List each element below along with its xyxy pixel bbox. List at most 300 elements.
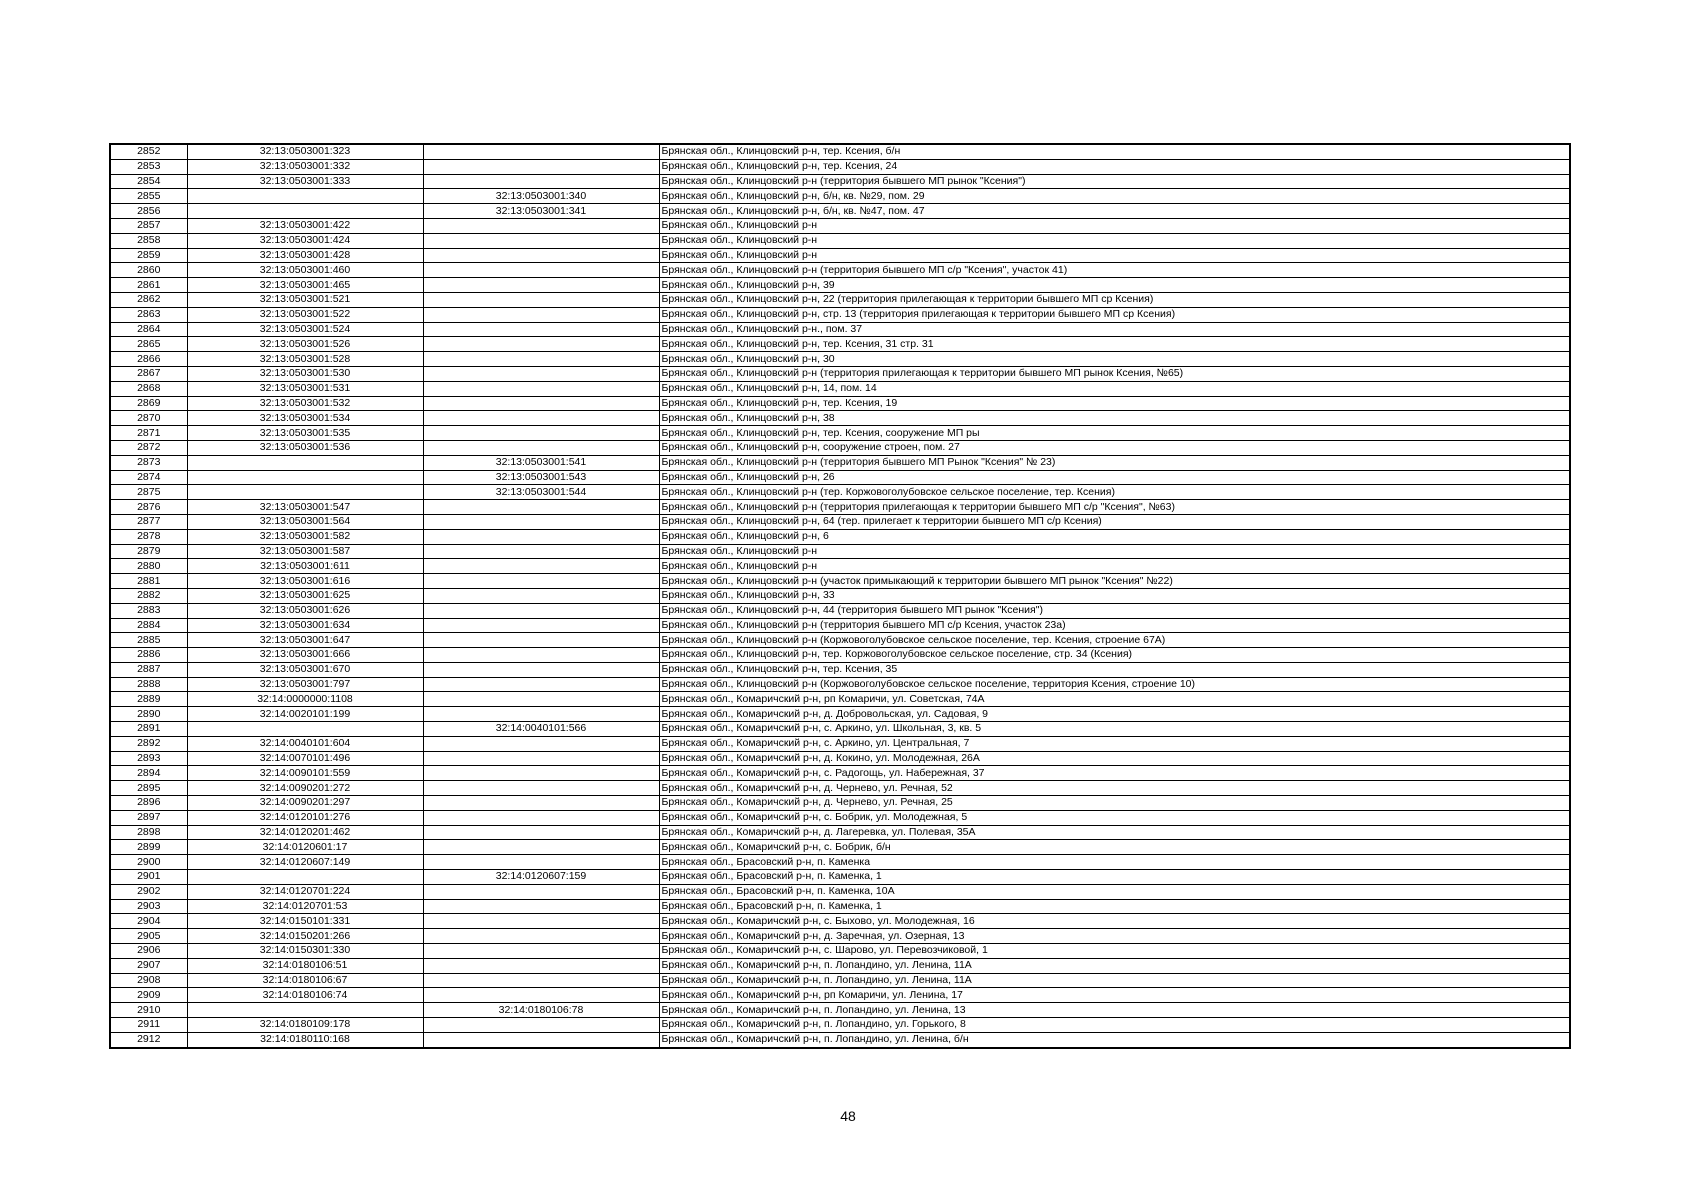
cadastral-number-cell: 32:14:0000000:1108 xyxy=(187,692,423,707)
cadastral-number-cell: 32:13:0503001:666 xyxy=(187,648,423,663)
row-number-cell: 2886 xyxy=(110,648,187,663)
table-row xyxy=(110,500,1570,515)
table-row xyxy=(110,307,1570,322)
address-cell: Брянская обл., Комаричский р-н, с. Радогощь, ул. Набережная, 37 xyxy=(659,766,1570,781)
cadastral-number-cell: 32:13:0503001:528 xyxy=(187,352,423,367)
table-row xyxy=(110,426,1570,441)
row-number-cell: 2861 xyxy=(110,278,187,293)
row-number-cell: 2877 xyxy=(110,514,187,529)
row-number-cell: 2884 xyxy=(110,618,187,633)
address-cell: Брянская обл., Клинцовский р-н, тер. Ксения, б/н xyxy=(659,144,1570,159)
cadastral-number-cell: 32:13:0503001:424 xyxy=(187,233,423,248)
cadastral-number-cell: 32:13:0503001:532 xyxy=(187,396,423,411)
cadastral-number-alt-cell xyxy=(423,736,659,751)
cadastral-number-cell xyxy=(187,722,423,737)
cadastral-number-cell: 32:13:0503001:465 xyxy=(187,278,423,293)
table-row xyxy=(110,366,1570,381)
cadastral-number-cell: 32:13:0503001:634 xyxy=(187,618,423,633)
table-row xyxy=(110,144,1570,159)
address-cell: Брянская обл., Комаричский р-н, с. Аркино, ул. Центральная, 7 xyxy=(659,736,1570,751)
cadastral-number-alt-cell xyxy=(423,514,659,529)
cadastral-number-alt-cell xyxy=(423,352,659,367)
address-cell: Брянская обл., Клинцовский р-н, 39 xyxy=(659,278,1570,293)
cadastral-number-cell: 32:14:0150301:330 xyxy=(187,944,423,959)
cadastral-number-cell: 32:14:0040101:604 xyxy=(187,736,423,751)
cadastral-number-alt-cell xyxy=(423,810,659,825)
row-number-cell: 2857 xyxy=(110,218,187,233)
table-row xyxy=(110,544,1570,559)
table-row xyxy=(110,929,1570,944)
address-cell: Брянская обл., Клинцовский р-н, тер. Ксения, сооружение МП ры xyxy=(659,426,1570,441)
table-row xyxy=(110,677,1570,692)
cadastral-number-alt-cell xyxy=(423,914,659,929)
cadastral-number-cell: 32:13:0503001:460 xyxy=(187,263,423,278)
cadastral-number-cell: 32:13:0503001:626 xyxy=(187,603,423,618)
cadastral-number-cell: 32:14:0120601:17 xyxy=(187,840,423,855)
cadastral-number-alt-cell xyxy=(423,278,659,293)
cadastral-number-cell: 32:13:0503001:547 xyxy=(187,500,423,515)
row-number-cell: 2906 xyxy=(110,944,187,959)
address-cell: Брянская обл., Клинцовский р-н xyxy=(659,218,1570,233)
row-number-cell: 2907 xyxy=(110,958,187,973)
cadastral-number-cell: 32:13:0503001:422 xyxy=(187,218,423,233)
table-row xyxy=(110,796,1570,811)
cadastral-number-alt-cell xyxy=(423,292,659,307)
cadastral-number-cell: 32:14:0020101:199 xyxy=(187,707,423,722)
cadastral-number-cell: 32:13:0503001:323 xyxy=(187,144,423,159)
address-cell: Брянская обл., Клинцовский р-н, тер. Ксения, 24 xyxy=(659,159,1570,174)
address-cell: Брянская обл., Комаричский р-н, с. Аркино, ул. Школьная, 3, кв. 5 xyxy=(659,722,1570,737)
row-number-cell: 2868 xyxy=(110,381,187,396)
cadastral-number-cell: 32:13:0503001:535 xyxy=(187,426,423,441)
cadastral-number-cell: 32:14:0120201:462 xyxy=(187,825,423,840)
cadastral-number-alt-cell xyxy=(423,500,659,515)
cadastral-number-cell: 32:13:0503001:616 xyxy=(187,574,423,589)
table-row xyxy=(110,233,1570,248)
address-cell: Брянская обл., Комаричский р-н, п. Лопандино, ул. Ленина, 13 xyxy=(659,1003,1570,1018)
cadastral-number-alt-cell xyxy=(423,574,659,589)
table-row xyxy=(110,692,1570,707)
address-cell: Брянская обл., Клинцовский р-н xyxy=(659,559,1570,574)
cadastral-number-alt-cell xyxy=(423,322,659,337)
table-row xyxy=(110,396,1570,411)
cadastral-number-alt-cell: 32:13:0503001:341 xyxy=(423,204,659,219)
address-cell: Брянская обл., Клинцовский р-н (территория бывшего МП рынок "Ксения") xyxy=(659,174,1570,189)
address-cell: Брянская обл., Клинцовский р-н, 22 (территория прилегающая к территории бывшего МП ср Ксения) xyxy=(659,292,1570,307)
row-number-cell: 2912 xyxy=(110,1032,187,1047)
cadastral-number-alt-cell xyxy=(423,1018,659,1033)
cadastral-number-alt-cell xyxy=(423,781,659,796)
cadastral-number-alt-cell xyxy=(423,944,659,959)
cadastral-number-cell xyxy=(187,485,423,500)
row-number-cell: 2866 xyxy=(110,352,187,367)
cadastral-number-cell: 32:13:0503001:524 xyxy=(187,322,423,337)
row-number-cell: 2891 xyxy=(110,722,187,737)
cadastral-number-alt-cell xyxy=(423,692,659,707)
cadastral-number-alt-cell: 32:13:0503001:544 xyxy=(423,485,659,500)
cadastral-number-alt-cell xyxy=(423,633,659,648)
address-cell: Брянская обл., Клинцовский р-н, 33 xyxy=(659,588,1570,603)
row-number-cell: 2875 xyxy=(110,485,187,500)
cadastral-number-alt-cell xyxy=(423,973,659,988)
address-cell: Брянская обл., Клинцовский р-н xyxy=(659,544,1570,559)
row-number-cell: 2865 xyxy=(110,337,187,352)
row-number-cell: 2858 xyxy=(110,233,187,248)
address-cell: Брянская обл., Клинцовский р-н (территория бывшего МП с/р Ксения, участок 23а) xyxy=(659,618,1570,633)
table-row xyxy=(110,204,1570,219)
cadastral-number-cell: 32:14:0090201:297 xyxy=(187,796,423,811)
cadastral-number-cell: 32:13:0503001:521 xyxy=(187,292,423,307)
cadastral-number-cell: 32:13:0503001:428 xyxy=(187,248,423,263)
address-cell: Брянская обл., Клинцовский р-н., пом. 37 xyxy=(659,322,1570,337)
table-row xyxy=(110,174,1570,189)
table-row xyxy=(110,263,1570,278)
row-number-cell: 2871 xyxy=(110,426,187,441)
cadastral-number-cell xyxy=(187,455,423,470)
table-row xyxy=(110,352,1570,367)
address-cell: Брянская обл., Комаричский р-н, д. Лагеревка, ул. Полевая, 35А xyxy=(659,825,1570,840)
row-number-cell: 2872 xyxy=(110,440,187,455)
address-cell: Брянская обл., Комаричский р-н, д. Чернево, ул. Речная, 25 xyxy=(659,796,1570,811)
row-number-cell: 2911 xyxy=(110,1018,187,1033)
row-number-cell: 2903 xyxy=(110,899,187,914)
address-cell: Брянская обл., Комаричский р-н, с. Бобрик, б/н xyxy=(659,840,1570,855)
address-cell: Брянская обл., Клинцовский р-н, б/н, кв. №29, пом. 29 xyxy=(659,189,1570,204)
row-number-cell: 2873 xyxy=(110,455,187,470)
address-cell: Брянская обл., Клинцовский р-н, тер. Ксения, 19 xyxy=(659,396,1570,411)
cadastral-number-alt-cell: 32:13:0503001:340 xyxy=(423,189,659,204)
table-row xyxy=(110,440,1570,455)
cadastral-number-cell: 32:14:0120101:276 xyxy=(187,810,423,825)
address-cell: Брянская обл., Комаричский р-н, д. Заречная, ул. Озерная, 13 xyxy=(659,929,1570,944)
row-number-cell: 2859 xyxy=(110,248,187,263)
table-row xyxy=(110,751,1570,766)
cadastral-number-cell: 32:13:0503001:625 xyxy=(187,588,423,603)
cadastral-number-alt-cell xyxy=(423,307,659,322)
table-row xyxy=(110,189,1570,204)
table-row xyxy=(110,292,1570,307)
table-row xyxy=(110,470,1570,485)
table-row xyxy=(110,322,1570,337)
cadastral-number-cell: 32:14:0180106:67 xyxy=(187,973,423,988)
table-row xyxy=(110,588,1570,603)
address-cell: Брянская обл., Брасовский р-н, п. Каменка, 1 xyxy=(659,870,1570,885)
row-number-cell: 2874 xyxy=(110,470,187,485)
row-number-cell: 2867 xyxy=(110,366,187,381)
row-number-cell: 2860 xyxy=(110,263,187,278)
address-cell: Брянская обл., Комаричский р-н, п. Лопандино, ул. Ленина, 11А xyxy=(659,958,1570,973)
address-cell: Брянская обл., Комаричский р-н, рп Комаричи, ул. Советская, 74А xyxy=(659,692,1570,707)
cadastral-number-cell: 32:14:0070101:496 xyxy=(187,751,423,766)
row-number-cell: 2855 xyxy=(110,189,187,204)
cadastral-number-alt-cell xyxy=(423,766,659,781)
cadastral-number-alt-cell xyxy=(423,988,659,1003)
cadastral-number-alt-cell xyxy=(423,366,659,381)
cadastral-number-alt-cell xyxy=(423,958,659,973)
address-cell: Брянская обл., Клинцовский р-н, стр. 13 (территория прилегающая к территории бывшего МП ср Ксения) xyxy=(659,307,1570,322)
table-row xyxy=(110,633,1570,648)
table-row xyxy=(110,529,1570,544)
table-row xyxy=(110,514,1570,529)
row-number-cell: 2883 xyxy=(110,603,187,618)
cadastral-number-cell: 32:13:0503001:531 xyxy=(187,381,423,396)
table-row xyxy=(110,855,1570,870)
address-cell: Брянская обл., Клинцовский р-н xyxy=(659,233,1570,248)
address-cell: Брянская обл., Комаричский р-н, п. Лопандино, ул. Ленина, б/н xyxy=(659,1032,1570,1047)
row-number-cell: 2894 xyxy=(110,766,187,781)
row-number-cell: 2900 xyxy=(110,855,187,870)
row-number-cell: 2888 xyxy=(110,677,187,692)
address-cell: Брянская обл., Клинцовский р-н, 30 xyxy=(659,352,1570,367)
address-cell: Брянская обл., Комаричский р-н, п. Лопандино, ул. Ленина, 11А xyxy=(659,973,1570,988)
cadastral-number-cell: 32:13:0503001:797 xyxy=(187,677,423,692)
row-number-cell: 2853 xyxy=(110,159,187,174)
address-cell: Брянская обл., Клинцовский р-н, 6 xyxy=(659,529,1570,544)
cadastral-number-alt-cell xyxy=(423,559,659,574)
cadastral-number-cell: 32:13:0503001:670 xyxy=(187,662,423,677)
row-number-cell: 2887 xyxy=(110,662,187,677)
row-number-cell: 2905 xyxy=(110,929,187,944)
cadastral-number-cell: 32:13:0503001:534 xyxy=(187,411,423,426)
address-cell: Брянская обл., Клинцовский р-н, 64 (тер. прилегает к территории бывшего МП с/р Ксения) xyxy=(659,514,1570,529)
cadastral-number-cell xyxy=(187,470,423,485)
table-row xyxy=(110,766,1570,781)
cadastral-number-alt-cell xyxy=(423,233,659,248)
cadastral-number-cell: 32:14:0150101:331 xyxy=(187,914,423,929)
cadastral-number-alt-cell xyxy=(423,825,659,840)
table-row xyxy=(110,559,1570,574)
registry-table xyxy=(109,143,1571,1049)
table-row xyxy=(110,840,1570,855)
cadastral-number-alt-cell xyxy=(423,884,659,899)
row-number-cell: 2862 xyxy=(110,292,187,307)
cadastral-number-alt-cell xyxy=(423,529,659,544)
cadastral-number-alt-cell xyxy=(423,159,659,174)
address-cell: Брянская обл., Клинцовский р-н, тер. Ксения, 31 стр. 31 xyxy=(659,337,1570,352)
cadastral-number-alt-cell xyxy=(423,929,659,944)
cadastral-number-alt-cell xyxy=(423,396,659,411)
cadastral-number-cell: 32:13:0503001:647 xyxy=(187,633,423,648)
table-row xyxy=(110,899,1570,914)
cadastral-number-alt-cell xyxy=(423,218,659,233)
cadastral-number-cell: 32:14:0180106:51 xyxy=(187,958,423,973)
cadastral-number-alt-cell xyxy=(423,840,659,855)
address-cell: Брянская обл., Клинцовский р-н, б/н, кв. №47, пом. 47 xyxy=(659,204,1570,219)
table-row xyxy=(110,218,1570,233)
row-number-cell: 2909 xyxy=(110,988,187,1003)
address-cell: Брянская обл., Брасовский р-н, п. Каменка, 1 xyxy=(659,899,1570,914)
cadastral-number-alt-cell: 32:14:0040101:566 xyxy=(423,722,659,737)
cadastral-number-alt-cell xyxy=(423,248,659,263)
address-cell: Брянская обл., Клинцовский р-н (территория прилегающая к территории бывшего МП с/р "Ксения", №63) xyxy=(659,500,1570,515)
cadastral-number-cell: 32:14:0180109:178 xyxy=(187,1018,423,1033)
cadastral-number-alt-cell xyxy=(423,337,659,352)
table-row xyxy=(110,870,1570,885)
table-row xyxy=(110,1032,1570,1047)
row-number-cell: 2890 xyxy=(110,707,187,722)
address-cell: Брянская обл., Клинцовский р-н (Коржовоголубовское сельское поселение, территория Ксения, строение 10) xyxy=(659,677,1570,692)
table-row xyxy=(110,944,1570,959)
row-number-cell: 2882 xyxy=(110,588,187,603)
table-row xyxy=(110,810,1570,825)
address-cell: Брянская обл., Брасовский р-н, п. Каменка xyxy=(659,855,1570,870)
cadastral-number-alt-cell xyxy=(423,544,659,559)
row-number-cell: 2852 xyxy=(110,144,187,159)
row-number-cell: 2892 xyxy=(110,736,187,751)
cadastral-number-cell xyxy=(187,204,423,219)
cadastral-number-alt-cell: 32:13:0503001:543 xyxy=(423,470,659,485)
table-row xyxy=(110,1003,1570,1018)
row-number-cell: 2854 xyxy=(110,174,187,189)
table-row xyxy=(110,662,1570,677)
cadastral-number-alt-cell xyxy=(423,707,659,722)
table-row xyxy=(110,159,1570,174)
table-row xyxy=(110,884,1570,899)
address-cell: Брянская обл., Клинцовский р-н (территория бывшего МП с/р "Ксения", участок 41) xyxy=(659,263,1570,278)
cadastral-number-cell: 32:13:0503001:332 xyxy=(187,159,423,174)
row-number-cell: 2856 xyxy=(110,204,187,219)
cadastral-number-alt-cell xyxy=(423,796,659,811)
row-number-cell: 2897 xyxy=(110,810,187,825)
cadastral-number-alt-cell xyxy=(423,263,659,278)
address-cell: Брянская обл., Брасовский р-н, п. Каменка, 10А xyxy=(659,884,1570,899)
table-row xyxy=(110,278,1570,293)
cadastral-number-alt-cell xyxy=(423,662,659,677)
address-cell: Брянская обл., Клинцовский р-н, 14, пом. 14 xyxy=(659,381,1570,396)
row-number-cell: 2889 xyxy=(110,692,187,707)
address-cell: Брянская обл., Клинцовский р-н, 26 xyxy=(659,470,1570,485)
table-row xyxy=(110,736,1570,751)
address-cell: Брянская обл., Комаричский р-н, д. Добровольская, ул. Садовая, 9 xyxy=(659,707,1570,722)
address-cell: Брянская обл., Комаричский р-н, п. Лопандино, ул. Горького, 8 xyxy=(659,1018,1570,1033)
cadastral-number-alt-cell xyxy=(423,751,659,766)
cadastral-number-cell: 32:14:0090201:272 xyxy=(187,781,423,796)
cadastral-number-cell: 32:13:0503001:522 xyxy=(187,307,423,322)
row-number-cell: 2896 xyxy=(110,796,187,811)
cadastral-number-cell: 32:14:0180106:74 xyxy=(187,988,423,1003)
cadastral-number-cell: 32:13:0503001:611 xyxy=(187,559,423,574)
cadastral-number-cell: 32:13:0503001:530 xyxy=(187,366,423,381)
cadastral-number-cell xyxy=(187,189,423,204)
table-row xyxy=(110,781,1570,796)
table-row xyxy=(110,722,1570,737)
row-number-cell: 2910 xyxy=(110,1003,187,1018)
address-cell: Брянская обл., Клинцовский р-н (территория прилегающая к территории бывшего МП рынок Ксения, №65) xyxy=(659,366,1570,381)
cadastral-number-alt-cell xyxy=(423,618,659,633)
table-row xyxy=(110,248,1570,263)
cadastral-number-cell: 32:14:0120607:149 xyxy=(187,855,423,870)
table-row xyxy=(110,381,1570,396)
row-number-cell: 2908 xyxy=(110,973,187,988)
cadastral-number-alt-cell xyxy=(423,174,659,189)
row-number-cell: 2881 xyxy=(110,574,187,589)
cadastral-number-cell: 32:13:0503001:333 xyxy=(187,174,423,189)
cadastral-number-alt-cell xyxy=(423,1032,659,1047)
address-cell: Брянская обл., Комаричский р-н, с. Бобрик, ул. Молодежная, 5 xyxy=(659,810,1570,825)
row-number-cell: 2879 xyxy=(110,544,187,559)
cadastral-number-alt-cell xyxy=(423,588,659,603)
cadastral-number-alt-cell xyxy=(423,440,659,455)
address-cell: Брянская обл., Комаричский р-н, рп Комаричи, ул. Ленина, 17 xyxy=(659,988,1570,1003)
row-number-cell: 2901 xyxy=(110,870,187,885)
cadastral-number-cell: 32:13:0503001:526 xyxy=(187,337,423,352)
table-row xyxy=(110,973,1570,988)
table-row xyxy=(110,337,1570,352)
cadastral-number-cell: 32:13:0503001:587 xyxy=(187,544,423,559)
table-row xyxy=(110,707,1570,722)
address-cell: Брянская обл., Клинцовский р-н (территория бывшего МП Рынок "Ксения" № 23) xyxy=(659,455,1570,470)
row-number-cell: 2902 xyxy=(110,884,187,899)
table-row xyxy=(110,825,1570,840)
cadastral-number-alt-cell: 32:13:0503001:541 xyxy=(423,455,659,470)
cadastral-number-cell: 32:14:0150201:266 xyxy=(187,929,423,944)
row-number-cell: 2904 xyxy=(110,914,187,929)
cadastral-number-alt-cell xyxy=(423,411,659,426)
address-cell: Брянская обл., Клинцовский р-н (участок примыкающий к территории бывшего МП рынок "Ксения" №22) xyxy=(659,574,1570,589)
cadastral-number-alt-cell xyxy=(423,426,659,441)
cadastral-number-alt-cell xyxy=(423,855,659,870)
cadastral-number-cell: 32:14:0180110:168 xyxy=(187,1032,423,1047)
address-cell: Брянская обл., Клинцовский р-н, тер. Коржовоголубовское сельское поселение, стр. 34 (Ксения) xyxy=(659,648,1570,663)
table-row xyxy=(110,914,1570,929)
address-cell: Брянская обл., Клинцовский р-н, сооружение строен, пом. 27 xyxy=(659,440,1570,455)
cadastral-number-alt-cell: 32:14:0120607:159 xyxy=(423,870,659,885)
row-number-cell: 2863 xyxy=(110,307,187,322)
cadastral-number-cell: 32:14:0120701:53 xyxy=(187,899,423,914)
cadastral-number-alt-cell xyxy=(423,381,659,396)
row-number-cell: 2870 xyxy=(110,411,187,426)
row-number-cell: 2895 xyxy=(110,781,187,796)
row-number-cell: 2893 xyxy=(110,751,187,766)
row-number-cell: 2898 xyxy=(110,825,187,840)
cadastral-number-cell xyxy=(187,870,423,885)
row-number-cell: 2880 xyxy=(110,559,187,574)
table-row xyxy=(110,648,1570,663)
address-cell: Брянская обл., Клинцовский р-н, тер. Ксения, 35 xyxy=(659,662,1570,677)
table-row xyxy=(110,485,1570,500)
row-number-cell: 2885 xyxy=(110,633,187,648)
cadastral-number-alt-cell xyxy=(423,899,659,914)
cadastral-number-alt-cell xyxy=(423,648,659,663)
table-row xyxy=(110,618,1570,633)
address-cell: Брянская обл., Комаричский р-н, с. Быхово, ул. Молодежная, 16 xyxy=(659,914,1570,929)
table-row xyxy=(110,958,1570,973)
row-number-cell: 2878 xyxy=(110,529,187,544)
address-cell: Брянская обл., Клинцовский р-н, 38 xyxy=(659,411,1570,426)
row-number-cell: 2876 xyxy=(110,500,187,515)
cadastral-number-cell: 32:14:0120701:224 xyxy=(187,884,423,899)
cadastral-number-alt-cell xyxy=(423,677,659,692)
address-cell: Брянская обл., Клинцовский р-н xyxy=(659,248,1570,263)
table-row xyxy=(110,603,1570,618)
cadastral-number-alt-cell xyxy=(423,603,659,618)
row-number-cell: 2869 xyxy=(110,396,187,411)
page-number: 48 xyxy=(840,1108,856,1124)
cadastral-number-cell: 32:14:0090101:559 xyxy=(187,766,423,781)
table-row xyxy=(110,988,1570,1003)
cadastral-number-cell: 32:13:0503001:536 xyxy=(187,440,423,455)
row-number-cell: 2899 xyxy=(110,840,187,855)
cadastral-number-cell xyxy=(187,1003,423,1018)
cadastral-number-alt-cell: 32:14:0180106:78 xyxy=(423,1003,659,1018)
table-row xyxy=(110,1018,1570,1033)
address-cell: Брянская обл., Комаричский р-н, с. Шарово, ул. Перевозчиковой, 1 xyxy=(659,944,1570,959)
cadastral-number-cell: 32:13:0503001:582 xyxy=(187,529,423,544)
table-row xyxy=(110,411,1570,426)
cadastral-number-alt-cell xyxy=(423,144,659,159)
table-body xyxy=(110,144,1570,1048)
address-cell: Брянская обл., Клинцовский р-н (Коржовоголубовское сельское поселение, тер. Ксения, строение 67А) xyxy=(659,633,1570,648)
